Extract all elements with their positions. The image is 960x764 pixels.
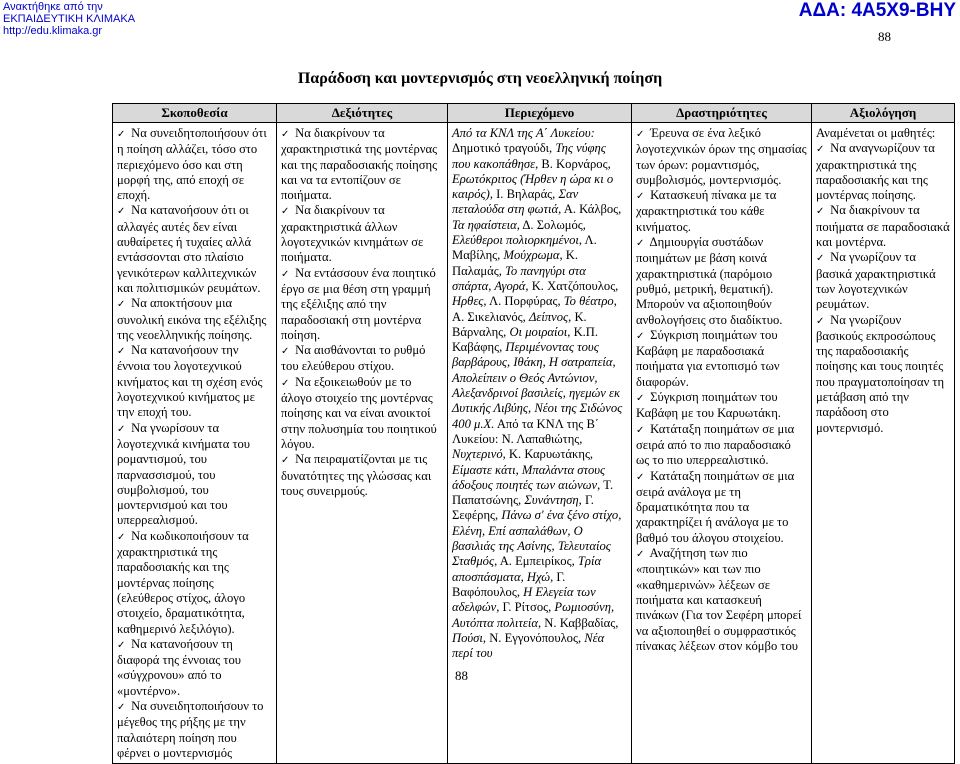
content-text: , Γ. Βαφόπουλος, [452,569,566,599]
content-text: , Ι. Βηλαράς, [489,187,559,202]
assessment-item [816,313,950,436]
list-item-text: Κατάταξη ποιημάτων σε μια σειρά ανάλογα με τη δραματικότητα που τα χαρακτηρίζει ή ανάλογα με το βαθμό του άλογου στοιχείου. [636,468,795,545]
source-stamp [3,1,135,37]
aim-item [117,529,272,637]
check-icon: ✓ [636,424,645,436]
assessment-item [816,250,950,312]
check-icon: ✓ [117,299,126,311]
list-item-text: Να πειραματίζονται με τις δυνατότητες της γλώσσας και τους συνειρμούς. [281,452,432,498]
table-row [113,123,955,764]
page-number-bottom: 88 [455,668,468,683]
check-icon: ✓ [816,315,825,327]
content-text: , Γ. Σεφέρης, [452,493,594,523]
header-aims: Σκοποθεσία [113,104,277,123]
list-item-text: Να αισθάνονται το ρυθμό του ελεύθερου στίχου. [281,343,426,374]
content-text: , Ν. Εγγονόπουλος, [482,630,585,645]
aims-cell [113,123,277,764]
content-text: , Κ. Χατζόπουλος, [525,278,619,293]
curriculum-table [112,103,955,764]
skill-item [281,343,443,375]
work-title: Ρωμιοσύνη, Αυτόπτα πολιτεία [452,600,615,630]
page-number-top: 88 [878,29,891,44]
work-title: Συνάντηση [524,493,579,508]
content-text: , Λ. Μαβίλης, [452,233,597,263]
work-title: Νυχτερινό [452,447,503,462]
skill-item [281,203,443,265]
check-icon: ✓ [636,330,645,342]
work-title: Πάνω σ' ένα ξένο στίχο, Ελένη, Επί ασπαλάθων, Ο βασιλιάς της Ασίνης, Τελευταίος Σταθμός [452,508,622,569]
list-item-text: Κατασκευή πίνακα με τα χαρακτηριστικά του κάθε κινήματος. [636,188,777,234]
header-skills: Δεξιότητες [277,104,448,123]
header-activities: Δραστηριότητες [632,104,812,123]
work-title: Περιμένοντας τους βαρβάρους, Ιθάκη, Η σατραπεία, Απολείπειν ο Θεός Αντώνιον, Αλεξανδρινοί βασιλείς, ηγεμών εκ Δυτικής Λιβύης, Νέοι της Σιδώνος 400 μ.Χ. [452,340,623,431]
aim-item [117,126,272,203]
check-icon: ✓ [636,549,645,561]
content-text: , Κ. Παλαμάς, [452,248,578,278]
check-icon: ✓ [636,191,645,203]
aim-item [117,421,272,529]
activity-item [636,469,807,546]
check-icon: ✓ [117,129,126,140]
aim-item [117,296,272,343]
work-title: Νέα περί του [452,630,605,661]
aim-item [117,203,272,296]
list-item-text: Να αναγνωρίζουν τα χαρακτηριστικά της παραδοσιακής και της μοντέρνας ποίησης. [816,141,935,203]
list-item-text: Να γνωρίζουν βασικούς εκπροσώπους της παραδοσιακής ποίησης και τους ποιητές που πραγματοποίησαν τη μετάβαση από την παράδοση στο μοντερνισμό. [816,312,945,435]
activity-item [636,422,807,469]
list-item-text: Κατάταξη ποιημάτων σε μια σειρά από το πιο παραδοσιακό ως το πιο υπερρεαλιστικό. [636,421,795,468]
aim-item [117,637,272,699]
skill-item [281,375,443,452]
list-item-text: Να διακρίνουν τα ποιήματα σε παραδοσιακά και μοντέρνα. [816,203,950,250]
work-title: Ηρθες [452,294,484,309]
work-title: Τα ηφαίστεια [452,217,517,232]
list-item-text: Έρευνα σε ένα λεξικό λογοτεχνικών όρων της σημασίας των όρων: ρομαντισμός, συμβολισμός, μοντερνισμός. [636,126,807,187]
work-title: Το θέατρο [563,294,614,309]
list-item-text: Να κατανοήσουν τη διαφορά της έννοιας του «σύγχρονου» από το «μοντέρνο». [117,636,241,698]
content-text: , Τ. Παπατσώνης, [452,477,614,508]
activity-item [636,546,807,654]
skill-item [281,452,443,499]
list-item-text: Σύγκριση ποιημάτων του Καβάφη με παραδοσιακά ποιήματα για εντοπισμό των διαφορών. [636,327,780,389]
work-title: Μούχρωμα [503,248,560,263]
list-item-text: Να συνειδητοποιήσουν ότι η ποίηση αλλάζει, τόσο στο περιεχόμενο όσο και στη μορφή της, από εποχή σε εποχή. [117,126,267,203]
list-item-text: Δημιουργία συστάδων ποιημάτων με βάση κοινά χαρακτηριστικά (παρόμοιο ρυθμό, μετρική, θεματική). [636,235,774,296]
check-icon: ✓ [117,423,126,435]
work-title: Το πανηγύρι στα σπάρτα, Αγορά [452,263,586,293]
content-text: , Α. Σικελιανός, [452,294,617,324]
content-text: , Ν. Καββαδίας, [538,615,619,630]
content-text: , Κ. Βάρναλης, [452,309,587,339]
list-item-text: Να κατανοήσουν ότι οι αλλαγές αυτές δεν είναι αυθαίρετες ή τυχαίες αλλά εντάσσονται στο πλαίσιο γενικότερων καλλιτεχνικών και πολιτισμικών ρευμάτων. [117,203,261,295]
content-text: Από τα ΚΝΛ της Β΄ Λυκείου: Ν. Λαπαθιώτης, [452,416,600,446]
activity-item [636,126,807,188]
stamp-link[interactable]: http://edu.klimaka.gr [3,25,103,37]
activities-cell [632,123,812,764]
check-icon: ✓ [117,701,126,713]
list-item-text: Να εντάσσουν ένα ποιητικό έργο σε μια θέση στη γραμμή της εξέλιξης από την παραδοσιακή στη μοντέρνα ποίηση. [281,265,436,342]
check-icon: ✓ [636,238,645,250]
content-text: , Α. Κάλβος, [558,202,622,217]
aim-item [117,343,272,420]
list-item-text: Να γνωρίσουν τα λογοτεχνικά κινήματα του ρομαντισμού, του παρνασσισμού, του συμβολισμού, του μοντερνισμού και του υπερρεαλισμού. [117,420,251,528]
check-icon: ✓ [281,268,290,280]
check-icon: ✓ [636,471,645,483]
content-text: , Κ. Καρυωτάκης, [502,447,594,462]
work-title: Από τα ΚΝΛ της Α΄ Λυκείου: [452,126,595,140]
header-content: Περιεχόμενο [448,104,632,123]
work-title: Οι μοιραίοι [509,324,568,339]
check-icon: ✓ [636,393,645,405]
page-title: Παράδοση και μοντερνισμός στη νεοελληνική ποίηση [297,70,663,87]
list-item-text: Να διακρίνουν τα χαρακτηριστικά της μοντέρνας και της παραδοσιακής ποίησης και να τα εντοπίζουν σε ποιήματα. [281,126,438,203]
list-item-text: Μπορούν να αξιοποιηθούν ανθολογήσεις στο διαδίκτυο. [636,297,783,327]
header-row [113,104,955,123]
check-icon: ✓ [281,377,290,389]
assessment-item [816,141,950,203]
check-icon: ✓ [281,455,290,467]
work-title: Δείπνος [528,309,569,324]
list-item-text: Να κατανοήσουν την έννοια του λογοτεχνικού κινήματος και τη σχέση ενός λογοτεχνικού κινήματος με την εποχή του. [117,343,263,420]
list-item-text: Να γνωρίζουν τα βασικά χαρακτηριστικά των λογοτεχνικών ρευμάτων. [816,250,936,312]
check-icon: ✓ [281,206,290,218]
work-title: Πούσι [452,630,483,645]
content-text: Δημοτικό τραγούδι, [452,141,556,156]
check-icon: ✓ [117,206,126,218]
check-icon: ✓ [281,129,290,140]
work-title: Της νύφης που κακοπάθησε [452,141,606,171]
content-text: , Β. Κορνάρος, [535,156,611,171]
check-icon: ✓ [636,129,645,140]
activity-item [636,297,807,328]
skill-item [281,266,443,343]
stamp-line: ΕΚΠΑΙΔΕΥΤΙΚΗ ΚΛΙΜΑΚΑ [3,13,136,25]
list-item-text: Να εξοικειωθούν με το άλογο στοιχείο της μοντέρνας ποίησης και να είναι ανοικτοί στην πολυσημία του ποιητικού λόγου. [281,374,437,451]
content-text: , Α. Εμπειρίκος, [494,554,578,569]
list-item-text: Να αποκτήσουν μια συνολική εικόνα της εξέλιξης της νεοελληνικής ποίησης. [117,296,267,342]
work-title: Ερωτόκριτος (Ήρθεν η ώρα κι ο καιρός) [452,171,614,202]
activity-item [636,235,807,297]
activity-item [636,188,807,235]
list-item-text: Να κωδικοποιήσουν τα χαρακτηριστικά της παραδοσιακής και της μοντέρνας ποίησης (ελεύθερος στίχος, άλογο στοιχείο, δραματικότητα, καθημερινό λεξιλόγιο). [117,528,249,636]
stamp-line: Ανακτήθηκε από την [3,1,103,13]
list-item-text: Να συνειδητοποιήσουν το μέγεθος της ρήξης με την παλαιότερη ποίηση που φέρνει ο μοντερνισμός [117,698,264,760]
activity-item [636,390,807,422]
work-title: Η Ελεγεία των αδελφών [452,584,596,615]
check-icon: ✓ [816,253,825,265]
header-assessment: Αξιολόγηση [812,104,955,123]
content-text: , Γ. Ρίτσος, [496,600,555,615]
work-title: Ελεύθεροι πολιορκημένοι [452,233,579,248]
content-text: , Λ. Πορφύρας, [483,294,564,309]
check-icon: ✓ [117,639,126,651]
check-icon: ✓ [117,346,126,358]
ada-code: ΑΔΑ: 4Α5Χ9-ΒΗΥ [798,0,956,21]
assessment-intro: Αναμένεται οι μαθητές: [816,126,936,140]
work-title: Σαν πεταλούδα στη φωτιά [452,187,579,217]
skill-item [281,126,443,203]
work-title: Τρία αποσπάσματα, Ηχώ [452,554,602,584]
skills-cell [277,123,448,764]
content-text: , Κ.Π. Καβάφης, [452,324,599,355]
check-icon: ✓ [816,206,825,218]
work-title: Είμαστε κάτι, Μπαλάντα στους άδοξους ποιητές των αιώνων [452,462,606,492]
check-icon: ✓ [281,346,290,358]
aim-item [117,699,272,761]
content-cell [448,123,632,764]
list-item-text: Να διακρίνουν τα χαρακτηριστικά άλλων λογοτεχνικών κινημάτων σε ποιήματα. [281,203,424,265]
check-icon: ✓ [816,144,825,156]
list-item-text: Σύγκριση ποιημάτων του Καβάφη με του Καρυωτάκη. [636,390,781,421]
check-icon: ✓ [117,531,126,543]
assessment-cell [812,123,955,764]
assessment-item [816,203,950,250]
list-item-text: Αναζήτηση των πιο «ποιητικών» και των πιο «καθημερινών» λέξεων σε ποιήματα και κατασκευή πινάκων (Για τον Σεφέρη μπορεί να αξιοποιηθεί ο συμφραστικός πίνακας λέξεων στον κόμβο του [636,546,802,653]
activity-item [636,328,807,390]
content-text: , Δ. Σολωμός, [516,217,586,232]
